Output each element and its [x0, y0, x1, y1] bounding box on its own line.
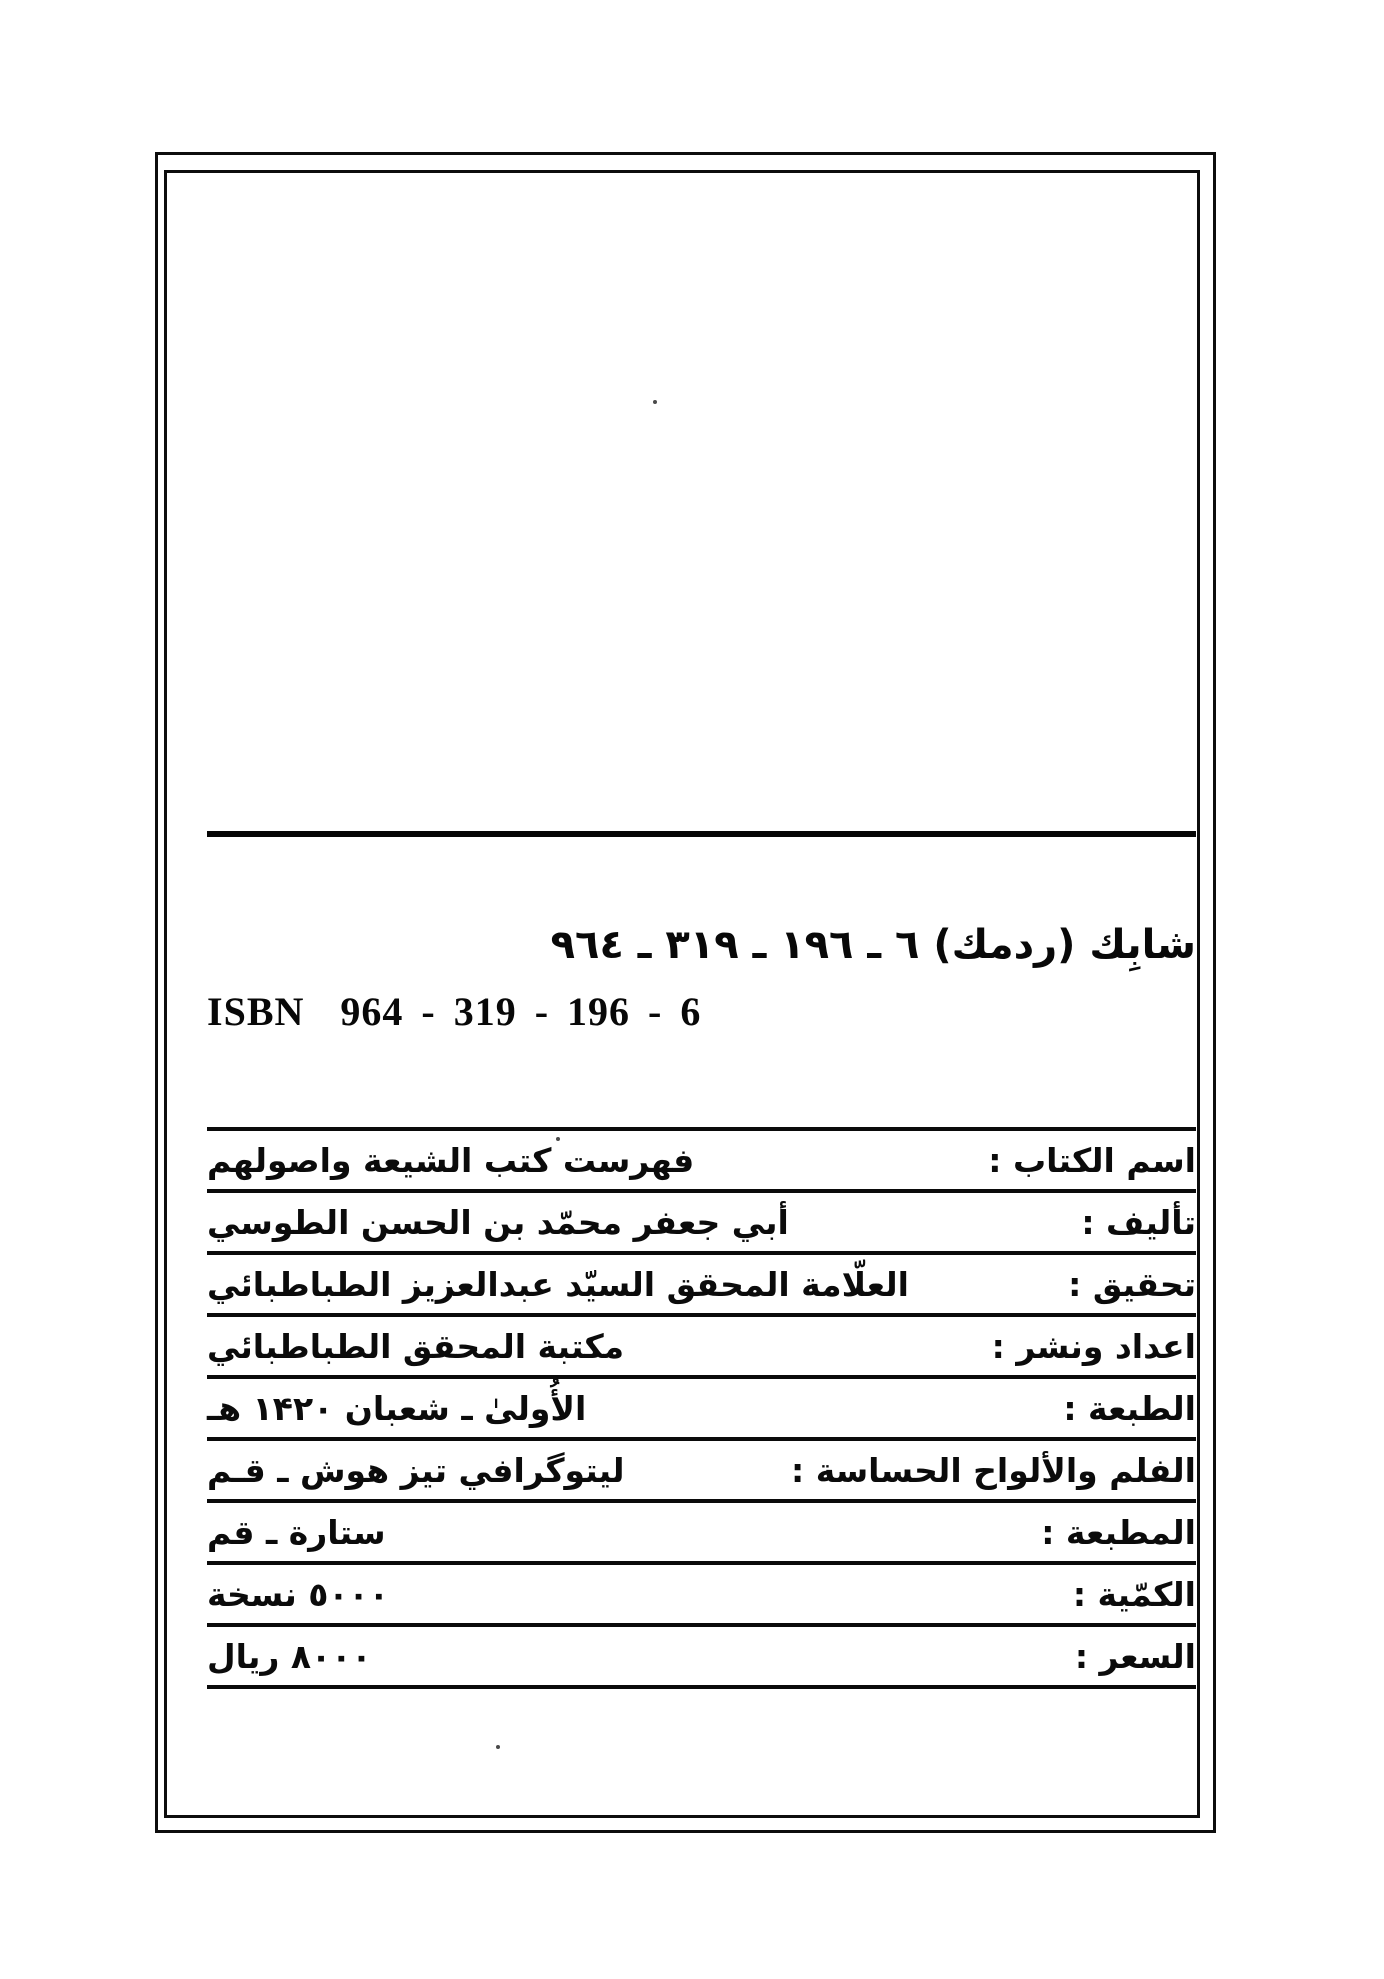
scan-speck [496, 1745, 500, 1749]
horizontal-divider-rule [207, 831, 1196, 837]
row-price [207, 1627, 1196, 1689]
editor-value: العلّامة المحقق السيّد عبدالعزيز الطباطبائي [207, 1264, 909, 1304]
colophon-table [207, 1127, 1196, 1689]
printing-house-label: المطبعة : [1041, 1512, 1196, 1552]
row-book-title [207, 1131, 1196, 1193]
price-label: السعر : [1074, 1636, 1196, 1676]
edition-label: الطبعة : [1063, 1388, 1196, 1428]
film-plates-value: ليتوگرافي تيز هوش ـ قـم [207, 1450, 625, 1490]
publisher-value: مكتبة المحقق الطباطبائي [207, 1326, 625, 1366]
row-film-plates [207, 1441, 1196, 1503]
editor-label: تحقيق : [1068, 1264, 1196, 1304]
row-editor [207, 1255, 1196, 1317]
book-title-value: فهرست كتب الشيعة واصولهم [207, 1140, 695, 1180]
row-quantity [207, 1565, 1196, 1627]
row-printing-house [207, 1503, 1196, 1565]
quantity-value: ٥٠٠٠ نسخة [207, 1574, 389, 1614]
quantity-label: الكمّية : [1072, 1574, 1196, 1614]
author-label: تأليف : [1081, 1202, 1196, 1242]
row-author [207, 1193, 1196, 1255]
row-edition [207, 1379, 1196, 1441]
price-value: ٨٠٠٠ ريال [207, 1636, 372, 1676]
scan-speck [653, 400, 657, 404]
row-publisher [207, 1317, 1196, 1379]
printing-house-value: ستارة ـ قم [207, 1512, 386, 1552]
publisher-label: اعداد ونشر : [991, 1326, 1196, 1366]
edition-value: الأُولىٰ ـ شعبان ۱۴۲۰ هـ [207, 1388, 587, 1428]
book-title-label: اسم الكتاب : [988, 1140, 1196, 1180]
author-value: أبي جعفر محمّد بن الحسن الطوسي [207, 1202, 789, 1242]
isbn-arabic-line: شابِك (ردمك) ٦ ـ ١٩٦ ـ ٣١٩ ـ ٩٦٤ [550, 922, 1196, 968]
isbn-latin-line: ISBN 964 - 319 - 196 - 6 [207, 989, 702, 1034]
film-plates-label: الفلم والألواح الحساسة : [791, 1450, 1196, 1490]
